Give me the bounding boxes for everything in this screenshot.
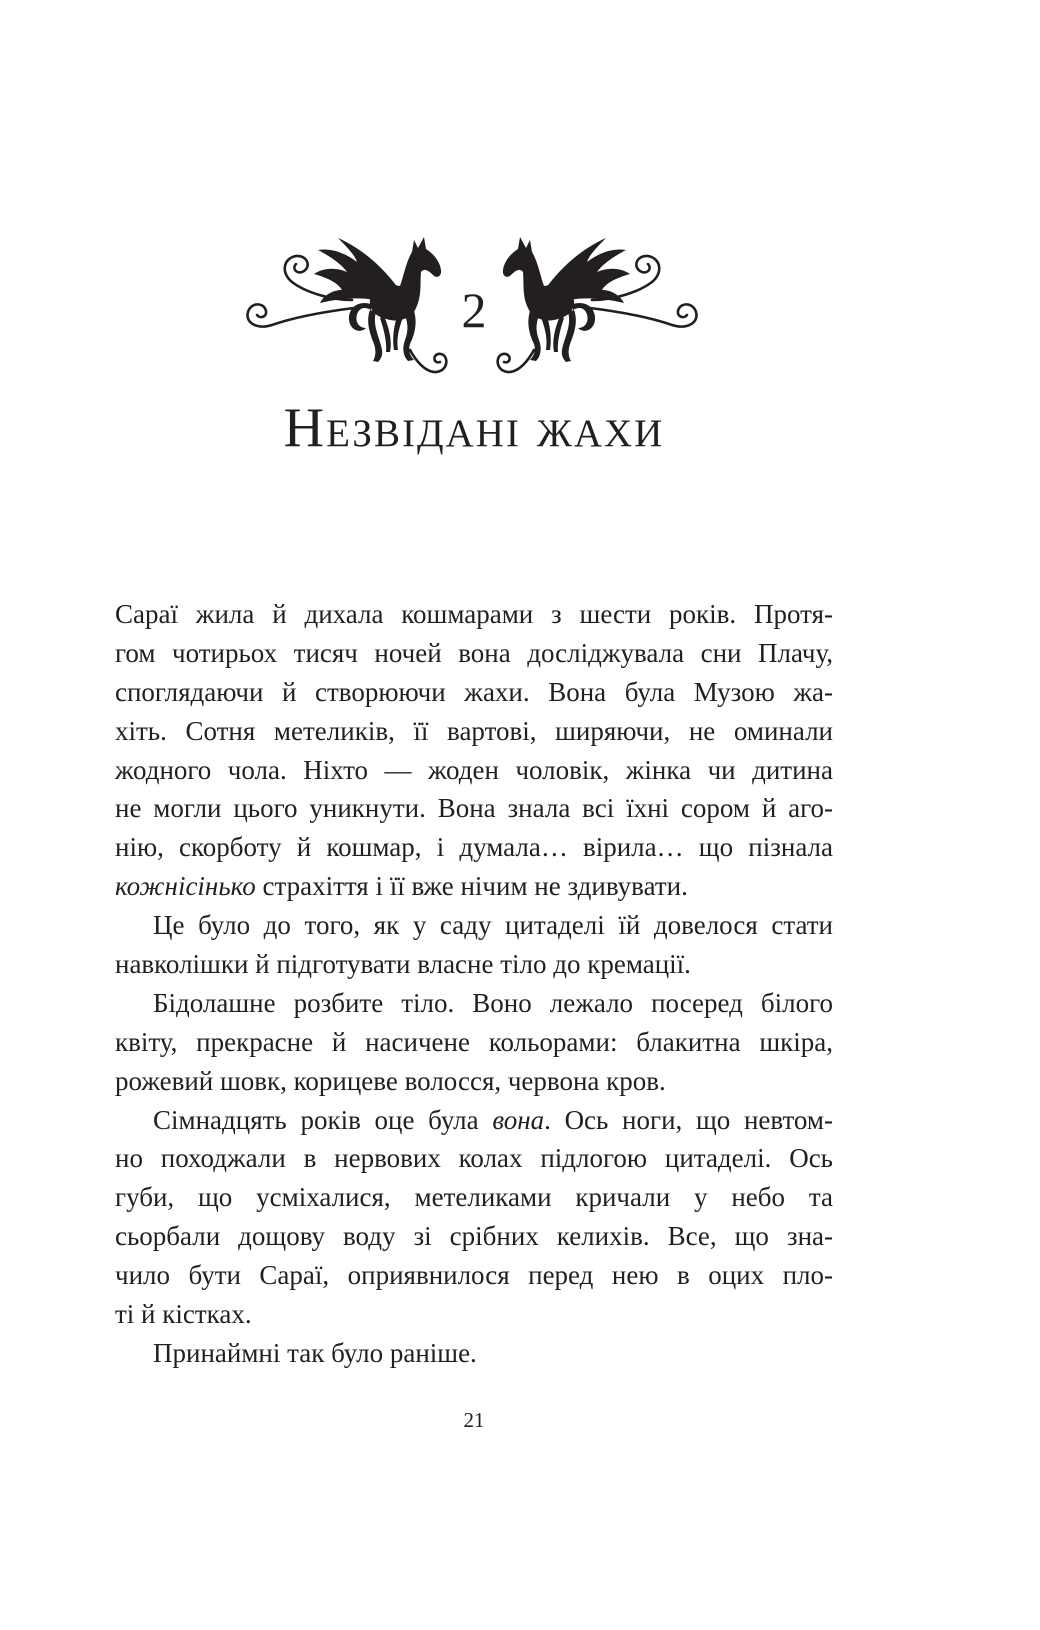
paragraph — [115, 595, 833, 906]
text-line: не могли цього уникнути. Вона знала всі їхні сором й аго- — [115, 793, 833, 824]
text-line: хіть. Сотня метеликів, її вартові, ширяючи, не оминали — [115, 715, 833, 746]
chapter-ornament — [0, 0, 1040, 400]
text-segment: . Ось ноги, що невтом- — [544, 1104, 833, 1135]
text-line: нію, скорботу й кошмар, і думала… вірила… що пізнала — [115, 832, 833, 863]
text-line: Бідолашне розбите тіло. Воно лежало посеред білого — [153, 987, 833, 1018]
text-line: жодного чола. Ніхто — жоден чоловік, жінка чи дитина — [115, 754, 833, 785]
chapter-number: 2 — [461, 282, 487, 338]
paragraph — [115, 1334, 833, 1373]
text-line — [115, 1101, 833, 1140]
body-text — [115, 595, 833, 1373]
text-line: ті й кістках. — [115, 1299, 252, 1330]
emphasized-text: вона — [492, 1104, 545, 1135]
text-line: квіту, прекрасне й насичене кольорами: блакитна шкіра, — [115, 1026, 833, 1057]
text-line: Сараї жила й дихала кошмарами з шести років. Протя- — [115, 599, 833, 629]
chapter-title: Незвідані жахи — [283, 397, 665, 459]
paragraph — [115, 984, 833, 1101]
text-line: гом чотирьох тисяч ночей вона досліджувала сни Плачу, — [115, 637, 833, 668]
text-segment: Сімнадцять років оце була — [153, 1104, 493, 1135]
text-line: Принаймні так було раніше. — [153, 1337, 477, 1368]
emphasized-text: кожнісінько — [115, 871, 256, 902]
paragraph — [115, 906, 833, 984]
paragraph — [115, 1101, 833, 1334]
page-number: 21 — [463, 1408, 485, 1432]
text-line: споглядаючи й створюючи жахи. Вона була Музою жа- — [115, 676, 833, 707]
text-line: но походжали в нервових колах підлогою цитаделі. Ось — [115, 1143, 833, 1174]
text-line: чило бути Сараї, оприявнилося перед нею в оцих пло- — [115, 1260, 833, 1291]
text-line: Це було до того, як у саду цитаделі їй довелося стати — [153, 910, 833, 941]
text-line: навколішки й підготувати власне тіло до кремації. — [115, 949, 691, 980]
text-line: губи, що усміхалися, метеликами кричали у небо та — [115, 1182, 833, 1213]
text-line: рожевий шовк, корицеве волосся, червона кров. — [115, 1065, 666, 1096]
text-segment: страхіття і її вже нічим не здивувати. — [255, 871, 688, 902]
text-line — [115, 867, 833, 906]
text-line: сьорбали дощову воду зі срібних келихів. Все, що зна- — [115, 1221, 833, 1252]
